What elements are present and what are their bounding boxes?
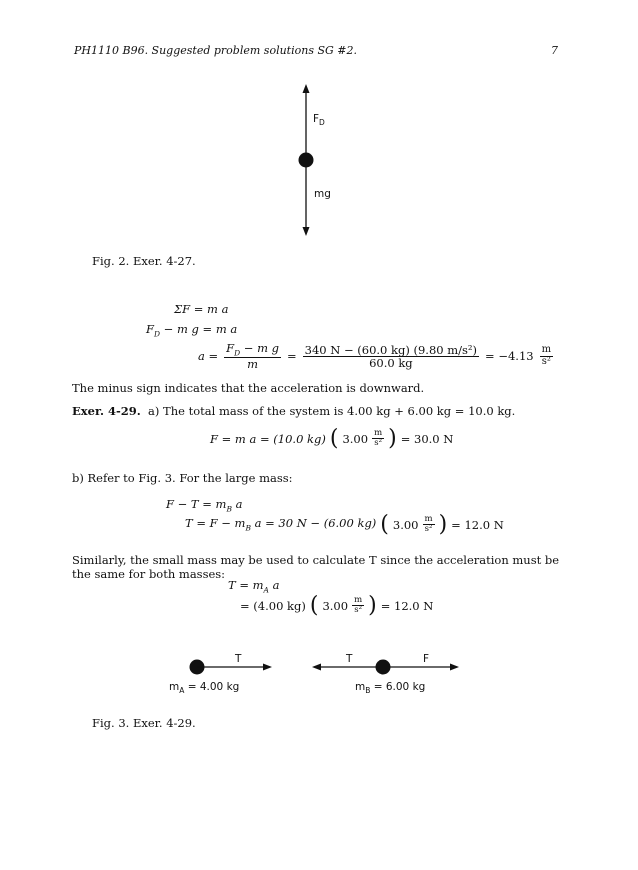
ex427-eq-acceleration — [198, 342, 553, 370]
ex429-part-a: Exer. 4-29. a) The total mass of the system is 4.00 kg + 6.00 kg = 10.0 kg. — [72, 404, 516, 418]
fig2-down-arrowhead — [303, 227, 310, 236]
page-number: 7 — [551, 44, 558, 57]
fig3-diagram — [180, 650, 480, 680]
fig3-force-f-label: F — [423, 653, 430, 665]
fig3-tension-b-arrowhead — [312, 664, 321, 671]
fig3-tension-b-label: T — [346, 653, 353, 665]
fig3-mass-b-dot — [376, 660, 391, 675]
fig3-mass-a-label: $m_A = 4.00$ kg — [169, 681, 240, 696]
fig2-drag-force-label: $F_D$ — [313, 113, 325, 128]
fig3-caption: Fig. 3. Exer. 4-29. — [92, 716, 196, 730]
ex427-eq-newton: ΣF = m a — [174, 302, 229, 316]
fig3-tension-a-arrowhead — [263, 664, 272, 671]
ex427-note: The minus sign indicates that the acceleration is downward. — [72, 381, 425, 395]
fig2-caption: Fig. 2. Exer. 4-27. — [92, 254, 196, 268]
ex429-part-b: b) Refer to Fig. 3. For the large mass: — [72, 471, 293, 485]
ex427-eq-forces: $F_D - m$ g = m a — [146, 322, 238, 339]
ex429-label: Exer. 4-29. — [72, 404, 141, 418]
fig2-weight-label: mg — [314, 188, 331, 200]
eq-a-result: = −4.13 — [485, 349, 534, 364]
fig2-up-arrowhead — [303, 84, 310, 93]
eq-a-numeric-fraction: $\frac{\text{340 N − (60.0 kg) (9.80 m/s²)}}{60.0 kg}$ — [304, 342, 478, 370]
fig3-force-f-arrowhead — [450, 664, 459, 671]
eq-a-unit: $\frac{m}{\text{s²}}$ — [541, 344, 552, 367]
page-header-title: PH1110 B96. Suggested problem solutions SG #2. — [74, 44, 357, 57]
fig2-mass-dot — [299, 153, 314, 168]
ex429-similarly-text: Similarly, the small mass may be used to calculate T since the acceleration must be the same for both masses: — [72, 553, 560, 581]
fig3-tension-a-label: T — [235, 653, 242, 665]
eq-a-lhs: a = — [198, 349, 219, 364]
fig2-free-body-diagram — [280, 80, 360, 240]
ex429-eq-a: F = m a = (10.0 kg) ( 3.00 $\frac{m}{\text{s²}}$ ) = 30.0 N — [210, 426, 454, 451]
eq-a-equals: = — [287, 349, 297, 364]
eq-a-fraction: $\frac{F_D - m g}{m}$ — [226, 341, 280, 372]
fig3-mass-b-label: $m_B = 6.00$ kg — [355, 681, 426, 696]
ex429-eq-c1: $T = m_A$ a — [228, 578, 280, 595]
ex429-eq-c2: = (4.00 kg) ( 3.00 $\frac{m}{\text{s²}}$ ) = 12.0 N — [240, 593, 434, 618]
ex429-eq-b1: $F - T = m_B$ a — [166, 497, 243, 514]
ex429-eq-b2: $T = F - m_B$ a = 30 N − (6.00 kg) ( 3.00 $\frac{m}{\text{s²}}$ ) = 12.0 N — [185, 512, 504, 537]
